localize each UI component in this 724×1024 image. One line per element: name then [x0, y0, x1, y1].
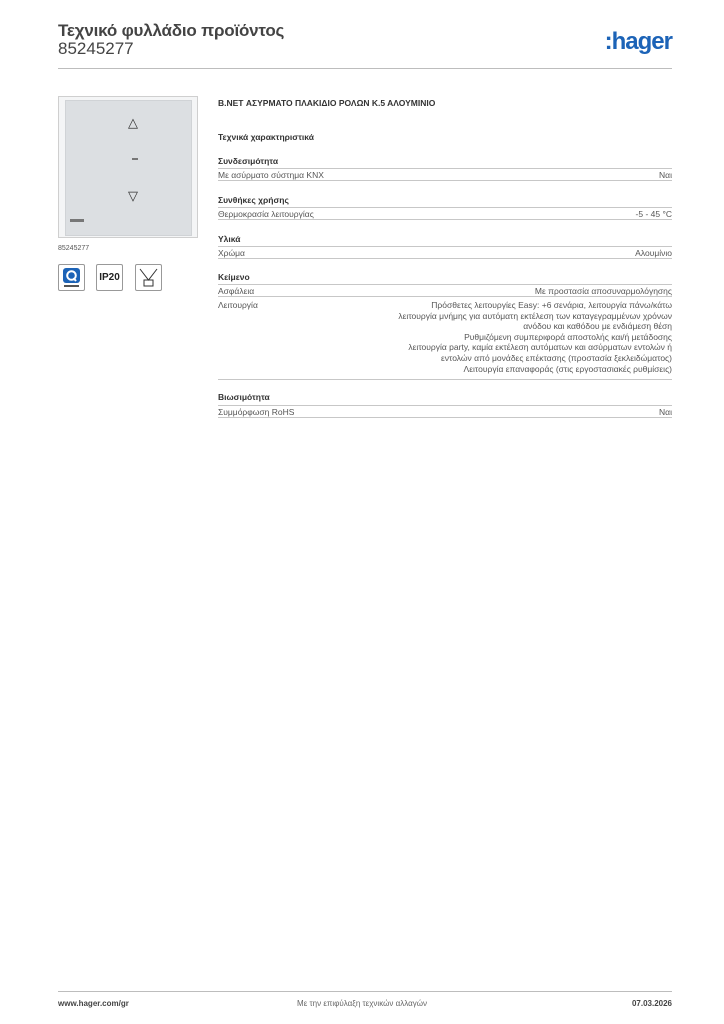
spec-row	[218, 284, 672, 297]
spec-value-line: λειτουργία party, καμία εκτέλεση αυτόματων και ασύρματων εντολών ή	[408, 342, 672, 353]
header-divider	[58, 68, 672, 69]
plate-marking	[70, 219, 84, 222]
product-image-code: 85245277	[58, 245, 90, 252]
footer-website-link[interactable]: www.hager.com/gr	[58, 999, 129, 1008]
switch-plate	[65, 100, 192, 236]
hager-logo[interactable]: :hager	[604, 28, 672, 55]
section-title-conditions: Συνθήκες χρήσης	[218, 195, 289, 205]
spec-label: Ασφάλεια	[218, 286, 255, 296]
section-title-connectivity: Συνδεσιμότητα	[218, 156, 279, 166]
spec-label: Με ασύρματο σύστημα KNX	[218, 170, 324, 180]
spec-value-line: Ρυθμιζόμενη συμπεριφορά αποστολής και/ή μετάδοσης	[464, 331, 672, 342]
specs-heading: Τεχνικά χαρακτηριστικά	[218, 132, 314, 142]
section-title-sustainability: Βιωσιμότητα	[218, 392, 270, 402]
spec-value-line: Λειτουργία επαναφοράς (στις εργοστασιακές ρυθμίσεις)	[463, 363, 672, 374]
arrow-down-icon: ▽	[128, 188, 138, 203]
spec-row	[218, 246, 672, 259]
spec-value: Ναι	[659, 407, 672, 417]
spec-row	[218, 168, 672, 181]
spec-label: Χρώμα	[218, 248, 245, 258]
footer-divider	[58, 991, 672, 992]
spec-value-line: εντολών από μονάδες επέκτασης (προστασία ξεκλειδώματος)	[440, 352, 672, 363]
footer-date: 07.03.2026	[631, 999, 672, 1008]
quality-mark-icon	[58, 264, 85, 291]
spec-value: Με προστασία αποσυναρμολόγησης	[534, 286, 672, 296]
spec-label: Θερμοκρασία λειτουργίας	[218, 209, 314, 219]
document-product-code: 85245277	[58, 39, 134, 58]
ip20-badge: IP20	[96, 264, 123, 291]
center-led-indicator	[132, 158, 138, 160]
spec-label: Λειτουργία	[218, 300, 258, 310]
footer-disclaimer: Με την επιφύλαξη τεχνικών αλλαγών	[297, 999, 427, 1008]
spec-value-line: λειτουργία μνήμης για αυτόματη εκτέλεση των καταγεγραμμένων χρόνων	[398, 310, 672, 321]
spec-value-lines	[398, 300, 672, 374]
spec-value: -5 - 45 °C	[635, 209, 672, 219]
section-title-text: Κείμενο	[218, 272, 250, 282]
spec-value-line: Πρόσθετες λειτουργίες Easy: +6 σενάρια, λειτουργία πάνω/κάτω	[431, 300, 672, 310]
arrow-up-icon: △	[128, 115, 138, 130]
spec-label: Συμμόρφωση RoHS	[218, 407, 295, 417]
product-image	[58, 96, 198, 238]
spec-value-line: ανόδου και καθόδου με ενδιάμεση θέση	[523, 321, 672, 332]
luminaire-icon	[135, 264, 162, 291]
spec-row	[218, 207, 672, 220]
document-title: Τεχνικό φυλλάδιο προϊόντος	[58, 21, 285, 40]
spec-value: Αλουμίνιο	[635, 248, 672, 258]
spec-value: Ναι	[659, 170, 672, 180]
product-name: B.NET ΑΣΥΡΜΑΤΟ ΠΛΑΚΙΔΙΟ ΡΟΛΩΝ Κ.5 ΑΛΟΥΜΙΝΙΟ	[218, 98, 436, 108]
spec-row-multiline	[218, 299, 672, 380]
section-title-materials: Υλικά	[218, 234, 241, 244]
spec-row	[218, 405, 672, 418]
